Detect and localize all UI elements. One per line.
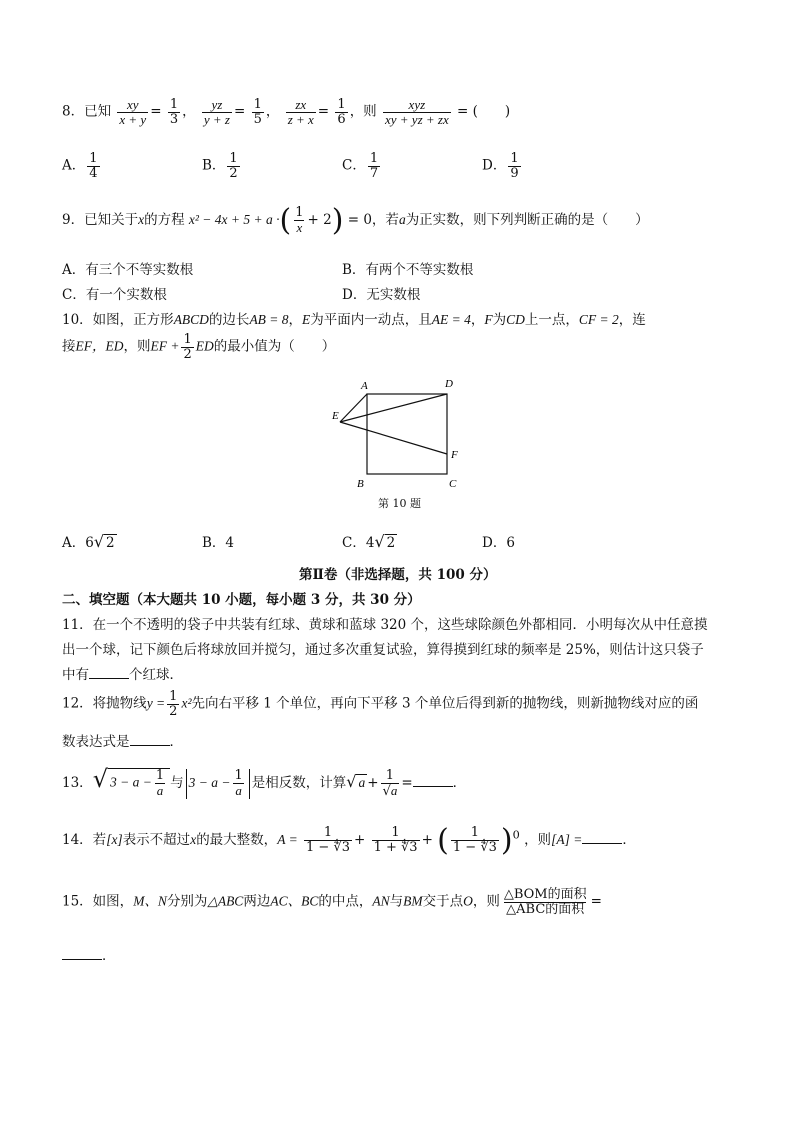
part-heading: 二、填空题（本大题共 10 小题，每小题 3 分，共 30 分） [62, 592, 421, 608]
q8-option-c[interactable]: C． $\frac{1}{7}$ [342, 151, 379, 181]
q11-line-1: 11．在一个不透明的袋子中共装有红球、黄球和蓝球 320 个，这些球除颜色外都相同．小明每次从中任意摸 [62, 617, 708, 633]
q8-option-a[interactable]: A． $\frac{1}{4}$ [62, 151, 98, 181]
q11-blank[interactable] [89, 666, 129, 679]
q9-stem: 9．已知关于x的方程 x² − 4x + 5 + a ·( $\frac{1}{x}$ + 2) = 0，若a为正实数，则下列判断正确的是（ ） [62, 203, 649, 238]
q10-caption: 第 10 题 [378, 497, 421, 510]
q14-stem: 14．若[x]表示不超过x的最大整数，A = $\frac{1}{1 - ∜3}$ + $\frac{1}{1 + ∜3}$ + ( $\frac{1}{1 - ∜3}$ )$^0$ ，则[A] = ． [62, 823, 636, 858]
q8-frac-2: $\frac{yz}{y + z}$ [203, 97, 230, 127]
q8-number: 8．已知 [62, 103, 112, 120]
q8-val-1: $\frac{1}{3}$ [169, 97, 179, 127]
q11-line-3: 中有 个红球． [62, 667, 183, 683]
q14-blank[interactable] [582, 831, 622, 844]
q10-line-1: 10．如图，正方形ABCD的边长AB = 8，E为平面内一动点，且AE = 4，F为CD上一点，CF = 2，连 [62, 312, 646, 328]
q10-option-d[interactable]: D．6 [482, 535, 515, 551]
q13-stem: 13．√ 3 − a − $\frac{1}{a}$ 与 3 − a − $\frac{1}{a}$ 是相反数，计算√ a + $\frac{1}{√a}$ = ． [62, 765, 467, 799]
label-e: E [332, 410, 339, 422]
q8-option-d[interactable]: D． $\frac{1}{9}$ [482, 151, 519, 181]
q9-option-c[interactable]: C．有一个实数根 [62, 287, 167, 303]
q15-line-1: 15．如图，M、N分别为△ABC两边AC、BC的中点，AN与BM交于点O，则 $\frac{\text{△BOM的面积}}{\text{△ABC的面积}}$ = [62, 887, 602, 917]
segment-ef [340, 422, 447, 454]
segment-ea [340, 394, 367, 422]
q11-line-2: 出一个球，记下颜色后将球放回并搅匀，通过多次重复试验，算得摸到红球的频率是 25%，则估计这只袋子 [62, 642, 704, 658]
q8-stem: 8．已知 $\frac{xy}{x + y}$ = $\frac{1}{3}$ ， $\frac{yz}{y + z}$ = $\frac{1}{5}$ ， $\frac{zx}{z + x}$ = $\frac{1}{6}$ ，则 $\frac{\text{xyz}}{xy + yz + zx}$ = ( ) [62, 97, 511, 127]
q15-line-2: ． [62, 944, 116, 964]
q8-target-frac: $\frac{\text{xyz}}{xy + yz + zx}$ [384, 97, 449, 127]
q15-blank[interactable] [62, 947, 102, 960]
q8-frac-3: $\frac{zx}{z + x}$ [287, 97, 314, 127]
segment-ed [340, 394, 447, 422]
q8-val-3: $\frac{1}{6}$ [337, 97, 346, 127]
q10-figure [325, 372, 475, 492]
q9-option-d[interactable]: D．无实数根 [342, 287, 421, 303]
q12-line-2: 数表达式是 ． [62, 734, 183, 750]
label-a: A [361, 380, 368, 392]
q12-blank[interactable] [130, 733, 170, 746]
q10-line-2: 接EF，ED，则EF + $\frac{1}{2}$ ED的最小值为（ ） [62, 332, 336, 362]
q8-frac-1: $\frac{xy}{x + y}$ [119, 97, 147, 127]
q8-val-2: $\frac{1}{5}$ [253, 97, 262, 127]
q12-line-1: 12．将抛物线y = $\frac{1}{2}$ x²先向右平移 1 个单位，再向下平移 3 个单位后得到新的抛物线，则新抛物线对应的函 [62, 689, 699, 719]
label-f: F [451, 449, 458, 461]
q9-option-b[interactable]: B．有两个不等实数根 [342, 262, 474, 278]
label-c: C [449, 478, 457, 490]
label-d: D [445, 378, 453, 390]
q8-option-b[interactable]: B． $\frac{1}{2}$ [202, 151, 238, 181]
section-title: 第Ⅱ卷（非选择题，共 100 分） [299, 567, 497, 583]
q10-option-a[interactable]: A．6√ 2 [62, 532, 115, 551]
q13-blank[interactable] [413, 774, 453, 787]
label-b: B [357, 478, 364, 490]
q10-option-c[interactable]: C．4√ 2 [342, 532, 396, 551]
q10-option-b[interactable]: B．4 [202, 535, 235, 551]
q9-option-a[interactable]: A．有三个不等实数根 [62, 262, 194, 278]
